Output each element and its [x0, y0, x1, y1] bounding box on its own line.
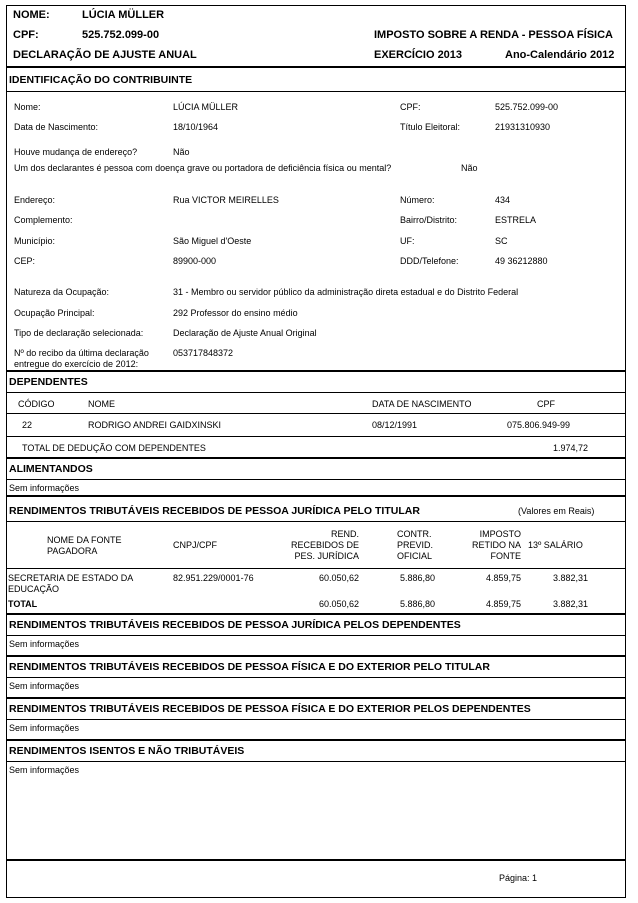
recibo-value: 053717848372 — [173, 348, 234, 358]
rend-pf-titular-section — [6, 656, 626, 698]
col-contr-line3: OFICIAL — [397, 551, 433, 561]
dependentes-section — [6, 371, 626, 458]
col-rend-line3: PES. JURÍDICA — [294, 551, 359, 561]
page-footer — [6, 860, 626, 898]
municipio-label: Município: — [14, 236, 56, 246]
rend-pf-titular-title: RENDIMENTOS TRIBUTÁVEIS RECEBIDOS DE PESSOA FÍSICA E DO EXTERIOR PELO TITULAR — [9, 661, 490, 673]
doenca-value: Não — [461, 163, 478, 173]
rend-pj-dependentes-title: RENDIMENTOS TRIBUTÁVEIS RECEBIDOS DE PESSOA JURÍDICA PELOS DEPENDENTES — [9, 619, 461, 631]
header-cpf-label: CPF: — [13, 29, 39, 41]
col-fonte-line1: NOME DA FONTE — [47, 535, 122, 545]
natureza-ocupacao-label: Natureza da Ocupação: — [14, 287, 110, 297]
titulo-eleitoral-value: 21931310930 — [495, 122, 551, 132]
col-contr-line1: CONTR. — [397, 529, 432, 539]
rend-pj-dependentes-section — [6, 614, 626, 656]
total-imposto: 4.859,75 — [485, 599, 521, 609]
dep-nome: RODRIGO ANDREI GAIDXINSKI — [88, 420, 222, 430]
tipo-declaracao-value: Declaração de Ajuste Anual Original — [173, 328, 317, 338]
divider — [7, 568, 625, 569]
total-rend: 60.050,62 — [318, 599, 359, 609]
alimentandos-title: ALIMENTANDOS — [9, 463, 93, 475]
fonte-imposto: 4.859,75 — [485, 573, 521, 583]
recibo-label-line2: entregue do exercício de 2012: — [14, 359, 139, 369]
telefone-label: DDD/Telefone: — [400, 256, 459, 266]
divider — [7, 91, 625, 92]
cep-value: 89900-000 — [173, 256, 217, 266]
divider — [7, 635, 625, 636]
dependentes-title: DEPENDENTES — [9, 376, 88, 388]
header-declaracao: DECLARAÇÃO DE AJUSTE ANUAL — [13, 49, 197, 61]
cpf-value: 525.752.099-00 — [495, 102, 559, 112]
numero-value: 434 — [495, 195, 511, 205]
cpf-label: CPF: — [400, 102, 421, 112]
dep-col-codigo: CÓDIGO — [18, 399, 55, 409]
rend-pf-titular-info: Sem informações — [9, 681, 80, 691]
col-imposto-line2: RETIDO NA — [471, 540, 521, 550]
fonte-contr: 5.886,80 — [399, 573, 435, 583]
divider — [7, 761, 625, 762]
nome-value: LÚCIA MÜLLER — [173, 102, 239, 112]
titulo-eleitoral-label: Título Eleitoral: — [400, 122, 461, 132]
doenca-label: Um dos declarantes é pessoa com doença grave ou portadora de deficiência física ou mental? — [14, 163, 392, 173]
fonte-pagadora-line2: EDUCAÇÃO — [8, 584, 60, 594]
cep-label: CEP: — [14, 256, 36, 266]
rend-isentos-section — [6, 740, 626, 860]
col-imposto-line3: FONTE — [490, 551, 521, 561]
rend-pj-titular-title: RENDIMENTOS TRIBUTÁVEIS RECEBIDOS DE PESSOA JURÍDICA PELO TITULAR — [9, 505, 420, 517]
telefone-value: 49 36212880 — [495, 256, 548, 266]
complemento-label: Complemento: — [14, 215, 73, 225]
natureza-ocupacao-value: 31 - Membro ou servidor público da administração direta estadual e do Distrito Federal — [173, 287, 519, 297]
fonte-pagadora-line1: SECRETARIA DE ESTADO DA — [8, 573, 134, 583]
total-13-salario: 3.882,31 — [552, 599, 588, 609]
col-contr-line2: PREVID. — [397, 540, 434, 550]
divider — [7, 521, 625, 522]
dep-cpf: 075.806.949-99 — [507, 420, 571, 430]
nascimento-label: Data de Nascimento: — [14, 122, 99, 132]
dep-codigo: 22 — [22, 420, 33, 430]
rend-isentos-title: RENDIMENTOS ISENTOS E NÃO TRIBUTÁVEIS — [9, 745, 245, 757]
endereco-value: Rua VICTOR MEIRELLES — [173, 195, 279, 205]
rend-pj-dependentes-info: Sem informações — [9, 639, 80, 649]
municipio-value: São Miguel d'Oeste — [173, 236, 252, 246]
mudanca-endereco-label: Houve mudança de endereço? — [14, 147, 138, 157]
nascimento-value: 18/10/1964 — [173, 122, 219, 132]
divider — [7, 719, 625, 720]
page-number: Página: 1 — [499, 873, 538, 883]
dep-total-label: TOTAL DE DEDUÇÃO COM DEPENDENTES — [22, 443, 206, 453]
numero-label: Número: — [400, 195, 435, 205]
dep-col-nome: NOME — [88, 399, 115, 409]
document-header — [6, 5, 626, 67]
header-nome-value: LÚCIA MÜLLER — [82, 9, 165, 21]
col-cnpj: CNPJ/CPF — [173, 540, 218, 550]
header-title: IMPOSTO SOBRE A RENDA - PESSOA FÍSICA — [374, 29, 613, 41]
recibo-label-line1: Nº do recibo da última declaração — [14, 348, 149, 358]
fonte-cnpj: 82.951.229/0001-76 — [173, 573, 254, 583]
identificacao-title: IDENTIFICAÇÃO DO CONTRIBUINTE — [9, 74, 193, 86]
rend-pf-dependentes-title: RENDIMENTOS TRIBUTÁVEIS RECEBIDOS DE PESSOA FÍSICA E DO EXTERIOR PELOS DEPENDENTES — [9, 703, 531, 715]
dep-total-value: 1.974,72 — [552, 443, 588, 453]
dep-nascimento: 08/12/1991 — [372, 420, 418, 430]
rend-isentos-info: Sem informações — [9, 765, 80, 775]
total-label: TOTAL — [8, 599, 38, 609]
tipo-declaracao-label: Tipo de declaração selecionada: — [14, 328, 144, 338]
nome-label: Nome: — [14, 102, 41, 112]
valores-em-reais-note: (Valores em Reais) — [518, 506, 595, 516]
divider — [7, 479, 625, 480]
col-rend-line1: REND. — [330, 529, 359, 539]
col-fonte-line2: PAGADORA — [47, 546, 98, 556]
divider — [7, 413, 625, 414]
ocupacao-principal-value: 292 Professor do ensino médio — [173, 308, 298, 318]
identificacao-section — [6, 67, 626, 371]
header-cpf-value: 525.752.099-00 — [82, 29, 160, 41]
col-imposto-line1: IMPOSTO — [479, 529, 521, 539]
header-ano-calendario: Ano-Calendário 2012 — [505, 49, 615, 61]
rend-pj-titular-section — [6, 496, 626, 614]
alimentandos-section — [6, 458, 626, 496]
bairro-value: ESTRELA — [495, 215, 537, 225]
col-rend-line2: RECEBIDOS DE — [290, 540, 359, 550]
bairro-label: Bairro/Distrito: — [400, 215, 458, 225]
dep-col-cpf: CPF — [537, 399, 555, 409]
uf-value: SC — [495, 236, 508, 246]
mudanca-endereco-value: Não — [173, 147, 190, 157]
header-exercicio: EXERCÍCIO 2013 — [374, 49, 463, 61]
dep-col-nascimento: DATA DE NASCIMENTO — [372, 399, 472, 409]
divider — [7, 436, 625, 437]
rend-pf-dependentes-section — [6, 698, 626, 740]
fonte-rend: 60.050,62 — [318, 573, 359, 583]
col-13-salario: 13º SALÁRIO — [528, 540, 583, 550]
header-nome-label: NOME: — [13, 9, 50, 21]
alimentandos-info: Sem informações — [9, 483, 80, 493]
divider — [7, 392, 625, 393]
divider — [7, 677, 625, 678]
endereco-label: Endereço: — [14, 195, 56, 205]
total-contr: 5.886,80 — [399, 599, 435, 609]
fonte-13-salario: 3.882,31 — [552, 573, 588, 583]
rend-pf-dependentes-info: Sem informações — [9, 723, 80, 733]
uf-label: UF: — [400, 236, 415, 246]
ocupacao-principal-label: Ocupação Principal: — [14, 308, 95, 318]
